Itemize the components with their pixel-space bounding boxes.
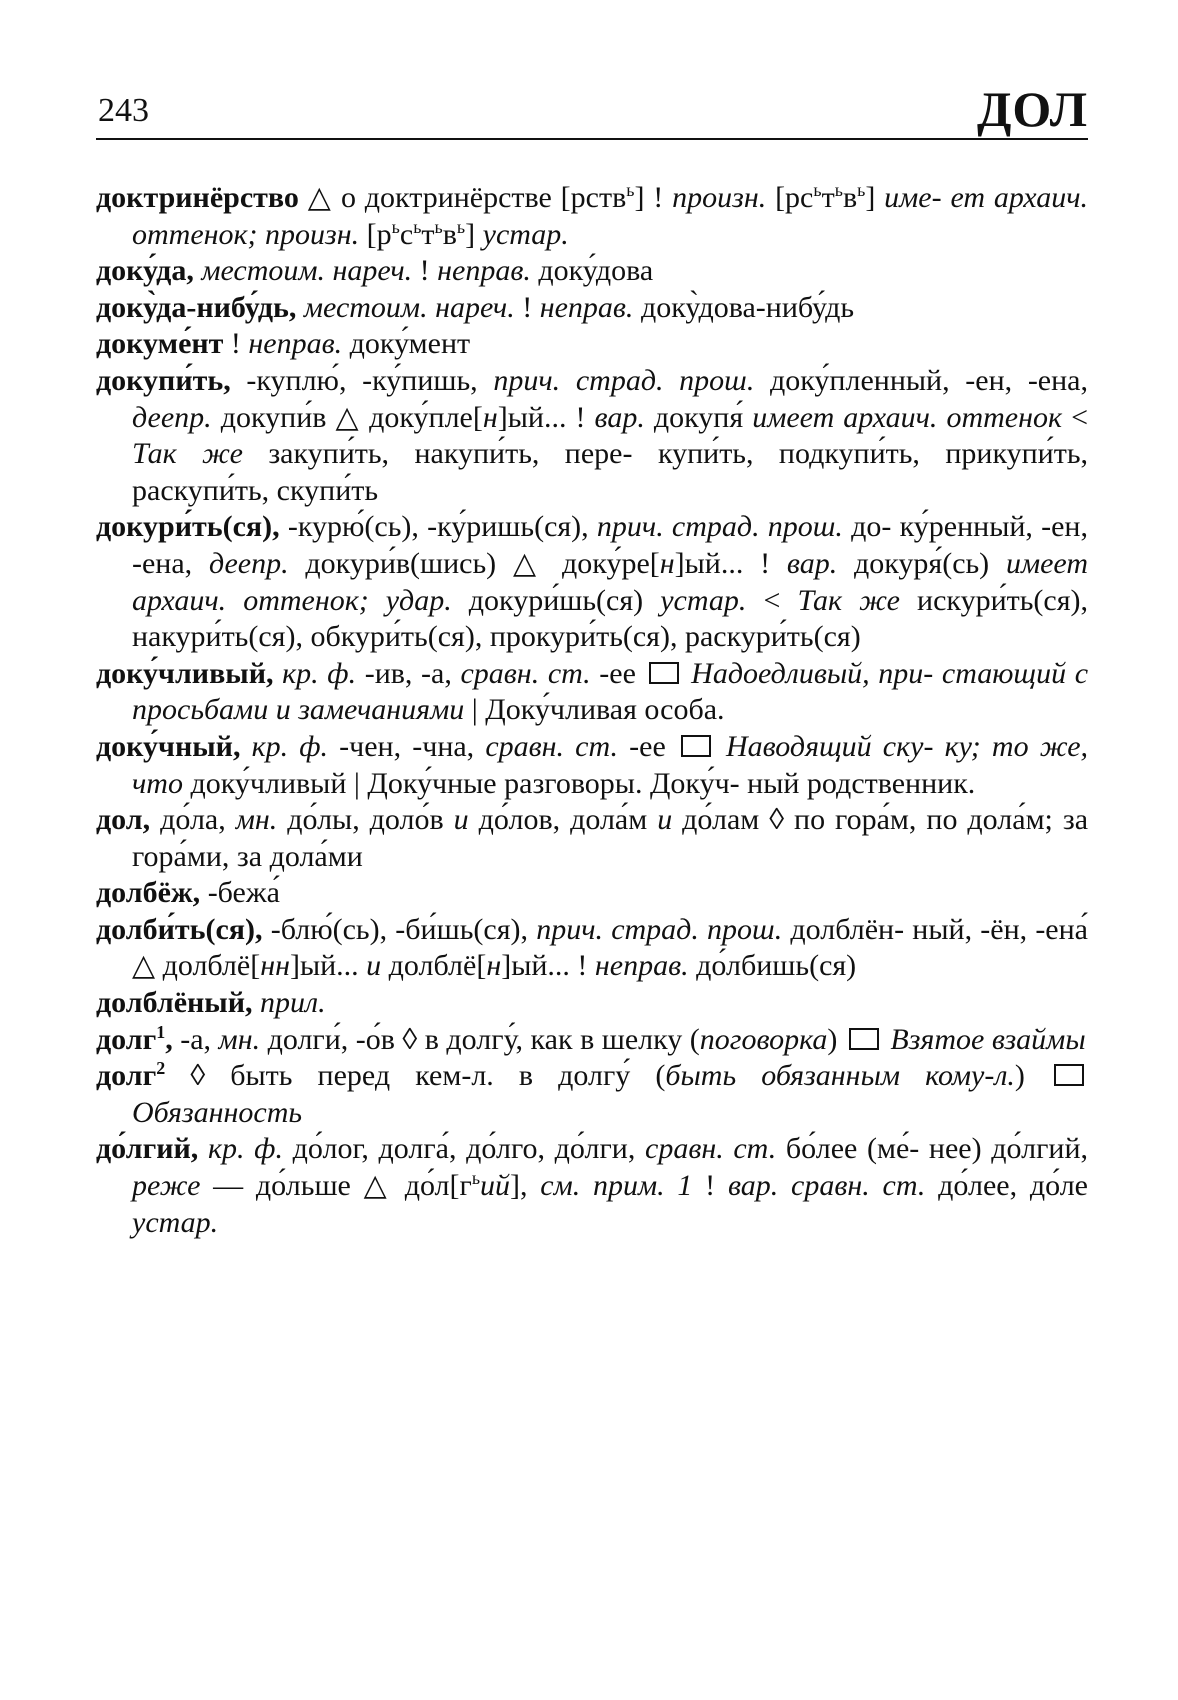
entry-text (240, 730, 251, 763)
label-italic: мн. (235, 803, 278, 837)
label-italic: имеет архаич. оттенок (752, 400, 1063, 434)
entry-text: ) (827, 1022, 838, 1056)
label-italic: прил. (260, 986, 326, 1020)
entry-text: ! (760, 546, 787, 580)
entry-text: докури́в(шись) △ доку́ре[ (288, 546, 660, 580)
soft-sign-superscript: ь (834, 180, 843, 200)
label-italic: Наводящий ску- (726, 729, 934, 763)
entry-text: до́ла, (150, 803, 236, 837)
label-italic: име- (884, 181, 942, 214)
entry-text: -ее (618, 729, 677, 763)
entry-text: ! (412, 254, 438, 288)
running-head: ДОЛ (976, 81, 1088, 137)
headword: докупи́ть, (96, 363, 231, 397)
label-italic: прич. страд. прош. (536, 912, 783, 946)
entry-text: т (421, 217, 435, 251)
entry-text: долблё[ (381, 949, 487, 983)
definition-box-icon (849, 1028, 879, 1050)
label-italic: сравн. ст. (460, 656, 591, 690)
entry-text: ] ! (634, 181, 673, 214)
entry-text: докупя́ (644, 400, 744, 434)
entry-text: доку̀дова-нибу́дь (633, 290, 855, 324)
label-italic: деепр. (132, 400, 212, 434)
label-italic: мн. (218, 1022, 261, 1056)
soft-sign-superscript: ь (813, 180, 822, 200)
entry-dokurit (96, 509, 1088, 655)
label-italic: нн (260, 949, 290, 983)
entry-text: до́лбишь(ся) (696, 949, 857, 983)
label-italic: местоим. нареч. (303, 290, 515, 324)
headword: , (165, 1022, 173, 1056)
label-italic: прич. страд. прош. (493, 363, 755, 397)
soft-sign-superscript: ь (434, 216, 443, 237)
entry-text: ку́ренный, -ен, -ена, (132, 510, 1088, 580)
entry-text: ! (514, 290, 540, 324)
entry-text: в (842, 181, 858, 214)
headword: докури́ть(ся), (96, 510, 280, 544)
entry-dolg1 (96, 1022, 1088, 1059)
entry-dokupit (96, 363, 1088, 509)
label-italic: Взятое взаймы (890, 1022, 1086, 1056)
entry-text: в (442, 217, 457, 251)
entry-dokuda (96, 253, 1088, 290)
entry-text: -чен, -чна, (328, 729, 486, 763)
label-italic: деепр. (208, 546, 289, 580)
entry-text: купи́ть, подкупи́ть, прикупи́ть, раскупи́ть, скупи́ть (132, 437, 1089, 507)
entry-text: доку́чливый | Доку́чные разговоры. Доку́ч- (182, 766, 740, 800)
headword: до́лгий, (96, 1132, 199, 1166)
entry-dokuda-nibud (96, 290, 1088, 327)
label-italic: ий (480, 1169, 511, 1203)
headword: долби́ть(ся), (96, 912, 263, 946)
entry-text: нее) до́лгий, (928, 1132, 1088, 1166)
headword: долг (96, 1059, 157, 1093)
homonym-number: 2 (156, 1058, 166, 1079)
label-italic: поговорка (699, 1022, 828, 1056)
label-italic: н (659, 546, 675, 580)
entry-text (253, 986, 261, 1019)
entry-text (683, 657, 692, 690)
definition-box-icon (649, 662, 679, 684)
headword: долбёж, (96, 876, 201, 910)
label-italic: местоим. нареч. (201, 254, 413, 288)
entry-text: -бежа́ (200, 876, 280, 910)
label-italic: кр. ф. (207, 1132, 283, 1166)
headword: докуме́нт (96, 327, 224, 361)
label-italic: стающий с просьбами и замечаниями (132, 656, 1089, 727)
soft-sign-superscript: ь (471, 1168, 481, 1189)
label-italic: устар. (482, 217, 569, 251)
entry-text: ]ый... ! (501, 949, 595, 983)
entry-text: долги́, -о́в ◊ в долгу́, как в шелку ( (260, 1022, 700, 1056)
entry-dolbezh (96, 875, 1088, 912)
entry-text: доку́дова (530, 254, 654, 288)
label-italic: и (657, 803, 673, 837)
label-italic: неправ. (437, 254, 531, 288)
soft-sign-superscript: ь (413, 216, 422, 237)
entry-dolg2 (96, 1058, 1088, 1131)
entry-text: | Доку́чливая особа. (464, 693, 725, 727)
headword: долблёный, (96, 986, 253, 1020)
label-italic: имеет архаич. оттенок; удар. (132, 546, 1088, 617)
entry-dokuchlivyi (96, 656, 1088, 729)
label-italic: Надоедливый, при- (691, 656, 934, 690)
entry-text: доку́мент (342, 327, 471, 361)
entry-text: докупи́в △ доку́пле[ (211, 400, 483, 434)
entry-text: до- (842, 510, 892, 544)
headword: дол, (96, 803, 151, 837)
entry-text (296, 291, 304, 324)
entry-text: < (746, 583, 798, 617)
entry-dol (96, 802, 1088, 875)
entry-text: бо́лее (ме́- (776, 1132, 920, 1166)
label-italic: н (482, 400, 498, 434)
label-italic: неправ. (248, 327, 343, 361)
homonym-number: 1 (156, 1021, 166, 1042)
entry-text (198, 1132, 208, 1165)
entry-dokuchnyi (96, 729, 1088, 802)
headword: доку́да, (96, 254, 194, 288)
entry-text: -блю́(сь), -би́шь(ся), (262, 912, 537, 946)
headword: доку́чный, (96, 729, 241, 763)
entry-text: т (821, 181, 835, 214)
soft-sign-superscript: ь (456, 216, 466, 237)
label-italic: и (453, 803, 469, 837)
label-italic: реже (132, 1169, 201, 1203)
label-italic: сравн. ст. (485, 729, 619, 763)
entry-doktrinerstvo (96, 180, 1088, 253)
entry-text: искури́ть(ся), накури́ть(ся), обкури́ть(ся), (132, 583, 1089, 654)
entry-text: — до́льше △ до́л[г (200, 1169, 472, 1203)
entry-text: ) (1014, 1059, 1025, 1093)
entry-text: ] (865, 181, 885, 214)
label-italic: ет архаич. оттенок; произн. (132, 181, 1089, 251)
entry-text: -ен, -ена, (965, 363, 1088, 397)
entry-text: -ее (590, 656, 645, 690)
entry-text: -а, (172, 1022, 219, 1056)
entry-text: [рс (766, 181, 814, 214)
label-italic: Так же (132, 437, 243, 471)
entry-text: ный, -ён, -ена́ △ долблё[ (132, 912, 1088, 983)
entry-text: долблён- (782, 912, 905, 946)
headword: долг (96, 1022, 157, 1056)
label-italic: вар. (786, 546, 838, 580)
label-italic: быть обязанным кому-л. (665, 1059, 1015, 1093)
entry-text: закупи́ть, накупи́ть, пере- (242, 437, 633, 471)
page-number: 243 (98, 92, 149, 129)
label-italic: Так же (797, 583, 900, 617)
entry-text: -курю́(сь), -ку́ришь(ся), (279, 510, 597, 544)
label-italic: Обязанность (132, 1095, 303, 1129)
label-italic: кр. ф. (251, 729, 329, 763)
entry-text: ]ый... ! (497, 400, 595, 434)
entry-text: ный родственник. (747, 766, 976, 800)
label-italic: и (366, 949, 382, 983)
entry-text: доку́пленный, (754, 363, 950, 397)
label-italic: неправ. (539, 290, 634, 324)
entry-text: докури́шь(ся) (451, 583, 644, 617)
entry-text: до́лог, долга́, до́лго, до́лги, (282, 1132, 645, 1166)
entry-text: ]ый... (289, 949, 367, 983)
entry-text: до́лы, доло́в (277, 803, 454, 837)
label-italic: кр. ф. (282, 656, 357, 690)
label-italic: устар. (660, 583, 747, 617)
entry-text: ], (510, 1169, 541, 1203)
entry-dolbit (96, 912, 1088, 985)
entry-dolgii (96, 1131, 1088, 1241)
label-italic: вар. (594, 400, 645, 434)
headword: доктринёрство (96, 181, 299, 214)
entry-text: докуря́(сь) (837, 546, 1006, 580)
page-header (96, 78, 1088, 140)
label-italic: устар. (132, 1205, 219, 1239)
entry-text: △ о доктринёрстве [рств (298, 181, 627, 214)
definition-box-icon (1054, 1064, 1084, 1086)
entry-text: -куплю́, -ку́пишь, (230, 363, 494, 397)
label-italic: см. прим. 1 (540, 1169, 693, 1203)
entry-text (715, 730, 726, 763)
headword: доку̀да-нибу́дь, (96, 290, 297, 324)
label-italic: вар. (727, 1169, 779, 1203)
entry-text: ! (223, 327, 249, 361)
label-italic: сравн. ст. (791, 1169, 926, 1203)
label-italic: сравн. ст. (645, 1132, 777, 1166)
entry-text: до́лее, до́ле (925, 1169, 1088, 1203)
definition-box-icon (681, 735, 711, 757)
label-italic: н (486, 949, 502, 983)
dictionary-entries (96, 180, 1088, 1241)
entry-dokument (96, 326, 1088, 363)
entry-text: с (399, 217, 414, 251)
soft-sign-superscript: ь (391, 216, 400, 237)
soft-sign-superscript: ь (857, 180, 866, 200)
entry-text: ! (692, 1169, 728, 1203)
label-italic: неправ. (594, 949, 689, 983)
label-italic: прич. страд. прош. (596, 510, 843, 544)
entry-text (273, 657, 282, 690)
soft-sign-superscript: ь (626, 180, 635, 200)
entry-text: < (1062, 400, 1089, 434)
entry-dolblenyi (96, 985, 1088, 1022)
entry-text: прокури́ть(ся), раскури́ть(ся) (489, 620, 861, 654)
label-italic: ку; то же, что (132, 729, 1089, 800)
entry-text: до́лов, дола́м (468, 803, 658, 837)
entry-text: -ив, -а, (356, 656, 461, 690)
label-italic: произн. (672, 181, 767, 214)
headword: доку́чливый, (96, 656, 274, 690)
entry-text: [р (359, 217, 392, 251)
entry-text: до́лам ◊ по гора́м, (672, 803, 917, 837)
entry-text: ]ый... (674, 546, 744, 580)
entry-text: по дола́м; за гора́ми, за дола́ми (132, 803, 1089, 873)
entry-text: ◊ быть перед кем-л. в долгу́ ( (165, 1059, 666, 1093)
entry-text: ] (465, 217, 483, 251)
